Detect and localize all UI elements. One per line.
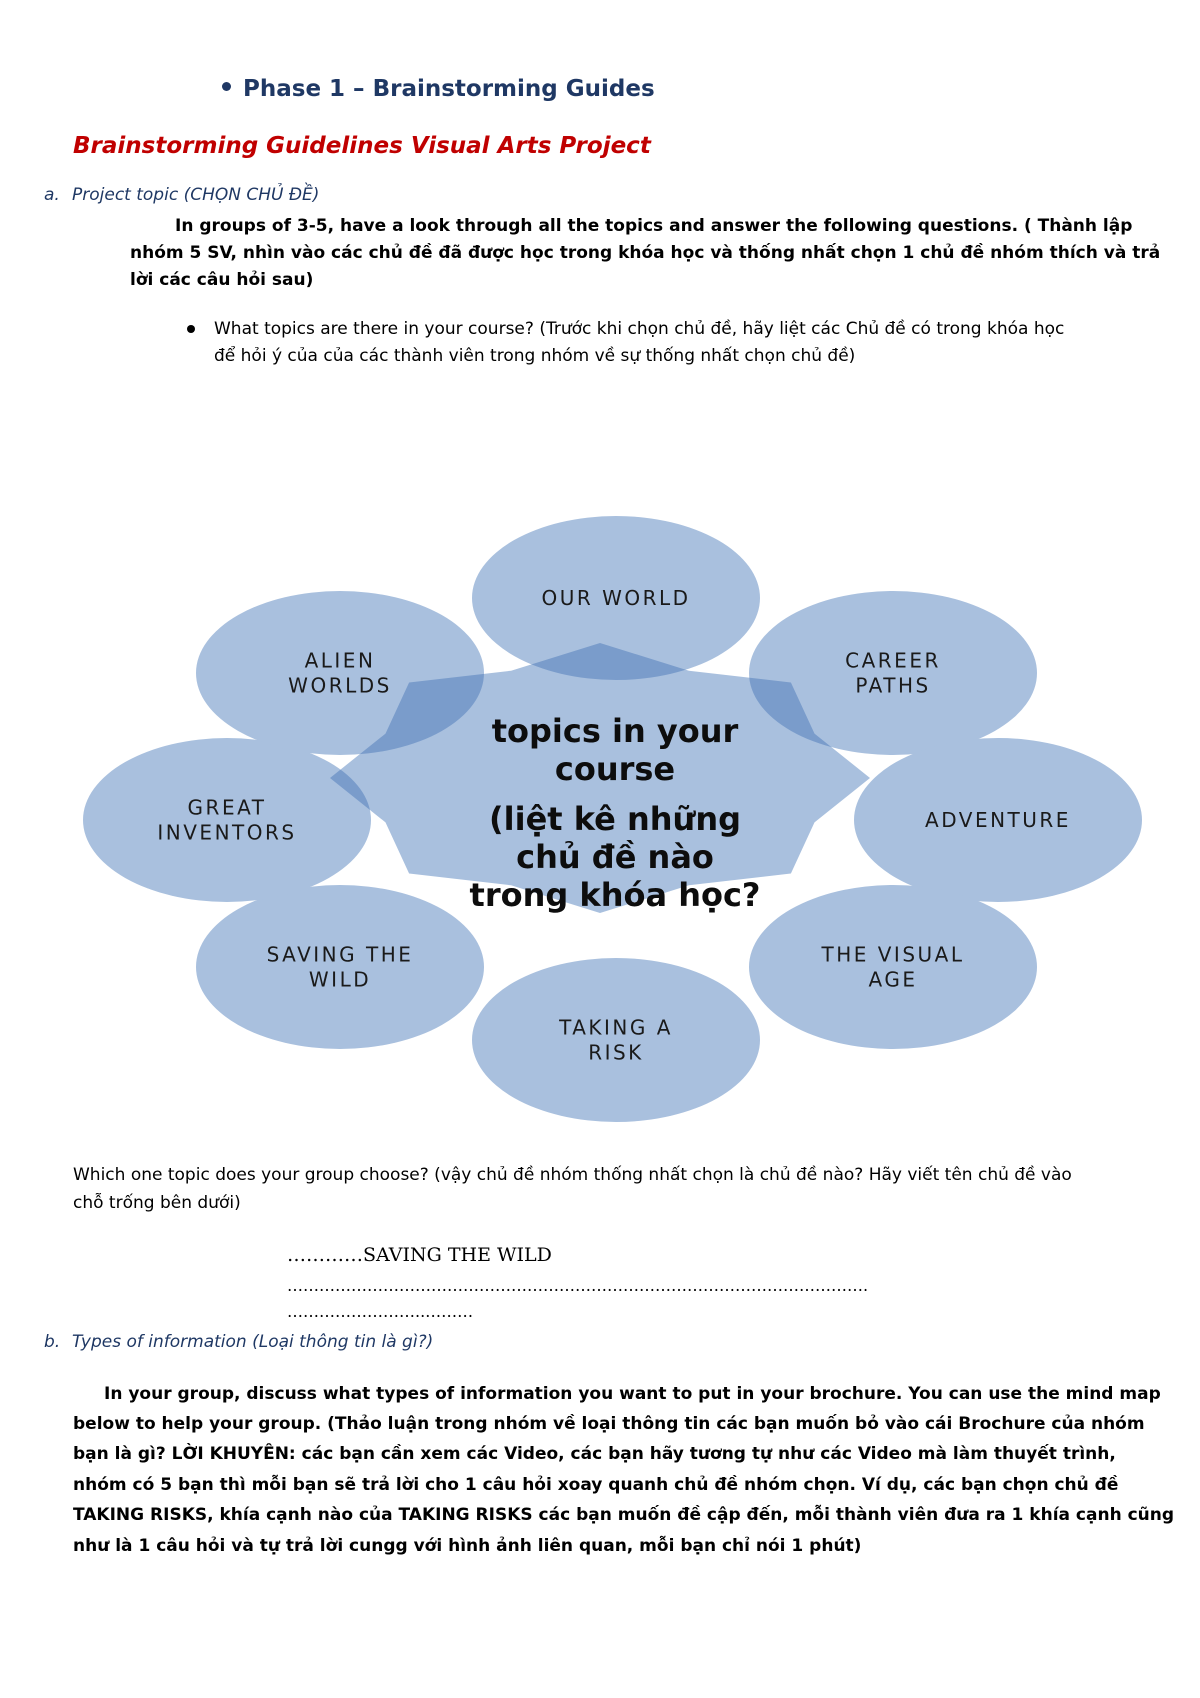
section-a-letter: a.: [44, 185, 60, 205]
topic-label-adventure: ADVENTURE: [925, 808, 1071, 832]
center-label: trong khóa học?: [469, 876, 761, 914]
center-label: chủ đề nào: [516, 838, 714, 876]
section-b-letter: b.: [44, 1332, 61, 1352]
topic-label-the-visual-age: THE VISUAL: [821, 942, 965, 967]
section-b-line-5: TAKING RISKS, khía cạnh nào của TAKING RISKS các bạn muốn đề cập đến, mỗi thành viên đưa ra 1 khía cạnh cũng: [73, 1505, 1175, 1525]
section-b-label: Types of information (Loại thông tin là gì?): [72, 1332, 434, 1352]
section-a-label: Project topic (CHỌN CHỦ ĐỀ): [72, 185, 320, 205]
question-line-2: chỗ trống bên dưới): [73, 1193, 241, 1213]
topic-label-saving-the-wild: WILD: [308, 967, 372, 992]
section-b-heading: [44, 1332, 433, 1352]
topic-label-alien-worlds: ALIEN: [304, 648, 376, 673]
answer-blank-line: ……………………………………………………………………………………………….: [287, 1276, 869, 1295]
answer-blank-line: ……………………..………: [287, 1302, 474, 1321]
topic-label-our-world: OUR WORLD: [541, 586, 691, 610]
answer-field[interactable]: …………SAVING THE WILD: [287, 1244, 552, 1266]
topic-label-saving-the-wild: SAVING THE: [266, 942, 414, 967]
section-b-line-6: như là 1 câu hỏi và tự trả lời cungg với hình ảnh liên quan, mỗi bạn chỉ nói 1 phút): [73, 1536, 862, 1556]
phase-heading-text: Phase 1 – Brainstorming Guides: [243, 76, 655, 102]
topic-label-the-visual-age: AGE: [868, 967, 918, 992]
topic-question-line-1: What topics are there in your course? (Trước khi chọn chủ đề, hãy liệt các Chủ đề có trong khóa học: [214, 319, 1065, 339]
topic-label-alien-worlds: WORLDS: [288, 673, 392, 698]
topic-label-great-inventors: INVENTORS: [157, 820, 297, 845]
topic-question-line-2: để hỏi ý của của các thành viên trong nhóm về sự thống nhất chọn chủ đề): [214, 346, 856, 366]
center-label: course: [554, 750, 676, 788]
section-b-line-1: In your group, discuss what types of information you want to put in your brochure. You can use the mind map: [104, 1384, 1161, 1404]
section-b-line-3: bạn là gì? LỜI KHUYÊN: các bạn cần xem các Video, các bạn hãy tương tự như các Video mà làm thuyết trình,: [73, 1444, 1116, 1464]
center-label: (liệt kê những: [489, 800, 741, 838]
topic-label-great-inventors: GREAT: [187, 795, 267, 820]
topic-label-career-paths: CAREER: [845, 648, 941, 673]
center-label: topics in your: [491, 712, 739, 750]
section-b-line-4: nhóm có 5 bạn thì mỗi bạn sẽ trả lời cho 1 câu hỏi xoay quanh chủ đề nhóm chọn. Ví dụ, các bạn chọn chủ đề: [73, 1475, 1119, 1495]
topic-label-career-paths: PATHS: [855, 673, 931, 698]
section-a-intro-line-3: lời các câu hỏi sau): [130, 270, 314, 290]
section-b-line-2: below to help your group. (Thảo luận trong nhóm về loại thông tin các bạn muốn bỏ vào cái Brochure của nhóm: [73, 1414, 1145, 1434]
section-a-intro-line-1: In groups of 3-5, have a look through all the topics and answer the following questions. ( Thành lập: [175, 216, 1133, 236]
topic-label-taking-a-risk: RISK: [588, 1040, 644, 1065]
question-line-1: Which one topic does your group choose? (vậy chủ đề nhóm thống nhất chọn là chủ đề nào? Hãy viết tên chủ đề vào: [73, 1165, 1072, 1185]
topic-label-taking-a-risk: TAKING A: [559, 1015, 673, 1040]
document-title: Brainstorming Guidelines Visual Arts Project: [73, 133, 651, 159]
section-a-intro-line-2: nhóm 5 SV, nhìn vào các chủ đề đã được học trong khóa học và thống nhất chọn 1 chủ đề nhóm thích và trả: [130, 243, 1161, 263]
